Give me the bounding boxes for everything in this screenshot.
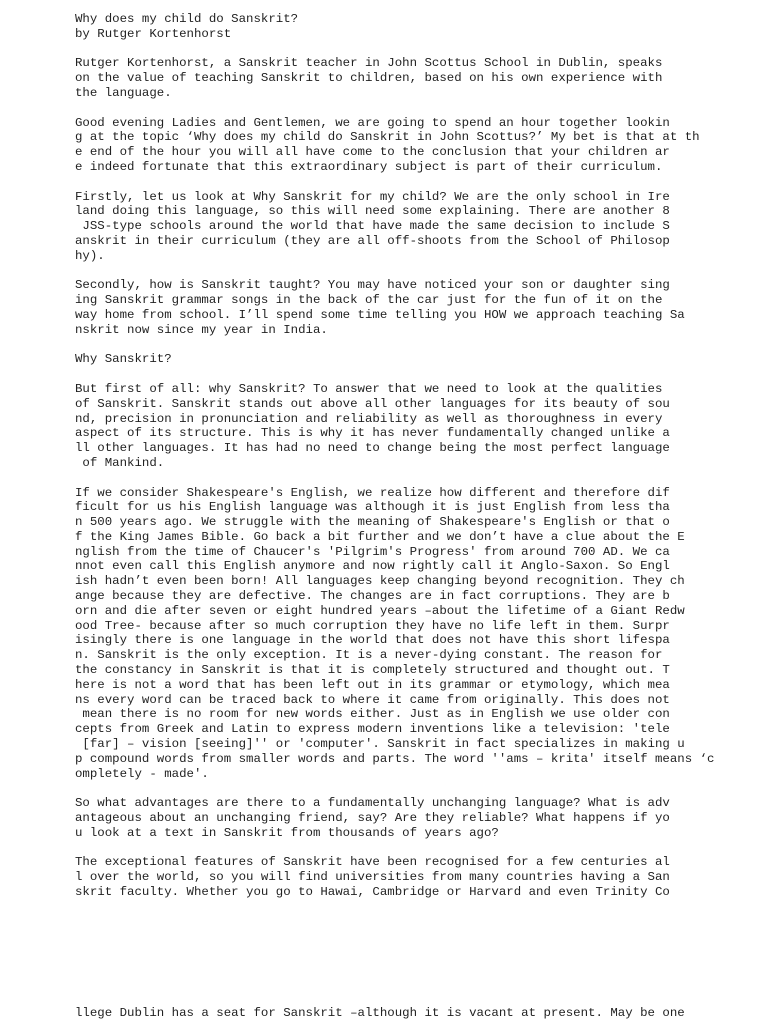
document-header	[75, 12, 765, 42]
text-line: on the value of teaching Sanskrit to children, based on his own experience with	[75, 71, 663, 86]
paragraph	[75, 486, 765, 782]
paragraph	[75, 116, 765, 175]
text-line: the constancy in Sanskrit is that it is completely structured and thought out. T	[75, 663, 670, 678]
text-line: Rutger Kortenhorst, a Sanskrit teacher in John Scottus School in Dublin, speaks	[75, 56, 663, 71]
text-line: Good evening Ladies and Gentlemen, we are going to spend an hour together lookin	[75, 115, 670, 130]
text-line: ing Sanskrit grammar songs in the back of the car just for the fun of it on the	[75, 293, 663, 308]
text-line: nnot even call this English anymore and now rightly call it Anglo-Saxon. So Engl	[75, 559, 670, 574]
text-line: f the King James Bible. Go back a bit further and we don’t have a clue about the E	[75, 529, 685, 544]
text-line: [far] – vision [seeing]'' or 'computer'. Sanskrit in fact specializes in making u	[75, 737, 685, 752]
page-tail-line: llege Dublin has a seat for Sanskrit –although it is vacant at present. May be one	[75, 1006, 685, 1020]
text-line: nglish from the time of Chaucer's 'Pilgrim's Progress' from around 700 AD. We ca	[75, 544, 670, 559]
text-line: mean there is no room for new words either. Just as in English we use older con	[75, 707, 670, 722]
paragraph	[75, 382, 765, 471]
text-line: cepts from Greek and Latin to express modern inventions like a television: 'tele	[75, 722, 670, 737]
text-line: l over the world, so you will find universities from many countries having a San	[75, 870, 670, 885]
text-line: n. Sanskrit is the only exception. It is a never-dying constant. The reason for	[75, 648, 663, 663]
text-line: anskrit in their curriculum (they are all off-shoots from the School of Philosop	[75, 233, 670, 248]
text-line: skrit faculty. Whether you go to Hawai, Cambridge or Harvard and even Trinity Co	[75, 885, 670, 900]
text-line: e indeed fortunate that this extraordinary subject is part of their curriculum.	[75, 159, 663, 174]
text-line: Why Sanskrit?	[75, 352, 172, 367]
text-line: But first of all: why Sanskrit? To answer that we need to look at the qualities	[75, 381, 663, 396]
text-line: ompletely - made'.	[75, 766, 209, 781]
text-line: aspect of its structure. This is why it has never fundamentally changed unlike a	[75, 426, 670, 441]
text-line: Firstly, let us look at Why Sanskrit for my child? We are the only school in Ire	[75, 189, 670, 204]
text-line: of Sanskrit. Sanskrit stands out above all other languages for its beauty of sou	[75, 396, 670, 411]
text-line: the language.	[75, 85, 172, 100]
text-line: here is not a word that has been left out in its grammar or etymology, which mea	[75, 677, 670, 692]
text-line: orn and die after seven or eight hundred years –about the lifetime of a Giant Redw	[75, 603, 685, 618]
text-line: antageous about an unchanging friend, say? Are they reliable? What happens if yo	[75, 811, 670, 826]
text-line: p compound words from smaller words and parts. The word ''ams – krita' itself means ‘c	[75, 751, 715, 766]
text-line: e end of the hour you will all have come to the conclusion that your children ar	[75, 145, 670, 160]
text-line: way home from school. I’ll spend some time telling you HOW we approach teaching Sa	[75, 307, 685, 322]
text-line: ficult for us his English language was although it is just English from less tha	[75, 500, 670, 515]
text-line: ood Tree- because after so much corruption they have no life left in them. Surpr	[75, 618, 670, 633]
text-line: of Mankind.	[75, 455, 165, 470]
text-line: If we consider Shakespeare's English, we realize how different and therefore dif	[75, 485, 670, 500]
text-line: nd, precision in pronunciation and reliability as well as thoroughness in every	[75, 411, 663, 426]
text-line: hy).	[75, 248, 105, 263]
text-line: So what advantages are there to a fundamentally unchanging language? What is adv	[75, 796, 670, 811]
text-line: Secondly, how is Sanskrit taught? You may have noticed your son or daughter sing	[75, 278, 670, 293]
text-line: ange because they are defective. The changes are in fact corruptions. They are b	[75, 589, 670, 604]
text-line: nskrit now since my year in India.	[75, 322, 328, 337]
text-line: g at the topic ‘Why does my child do Sanskrit in John Scottus?’ My bet is that at th	[75, 130, 700, 145]
text-line: ns every word can be traced back to where it came from originally. This does not	[75, 692, 670, 707]
text-line: u look at a text in Sanskrit from thousands of years ago?	[75, 825, 499, 840]
paragraph	[75, 352, 765, 367]
paragraph	[75, 855, 765, 899]
paragraph	[75, 796, 765, 840]
text-line: ish hadn’t even been born! All languages keep changing beyond recognition. They ch	[75, 574, 685, 589]
text-line: land doing this language, so this will need some explaining. There are another 8	[75, 204, 670, 219]
text-line: n 500 years ago. We struggle with the meaning of Shakespeare's English or that o	[75, 515, 670, 530]
document-page	[75, 12, 765, 915]
paragraph	[75, 190, 765, 264]
text-line: isingly there is one language in the world that does not have this short lifespa	[75, 633, 670, 648]
text-line: ll other languages. It has had no need to change being the most perfect language	[75, 441, 670, 456]
paragraph	[75, 278, 765, 337]
paragraph	[75, 56, 765, 100]
document-title: Why does my child do Sanskrit?	[75, 12, 299, 26]
document-byline: by Rutger Kortenhorst	[75, 26, 232, 41]
text-line: JSS-type schools around the world that have made the same decision to include S	[75, 219, 670, 234]
document-body	[75, 56, 765, 899]
text-line: The exceptional features of Sanskrit have been recognised for a few centuries al	[75, 855, 670, 870]
